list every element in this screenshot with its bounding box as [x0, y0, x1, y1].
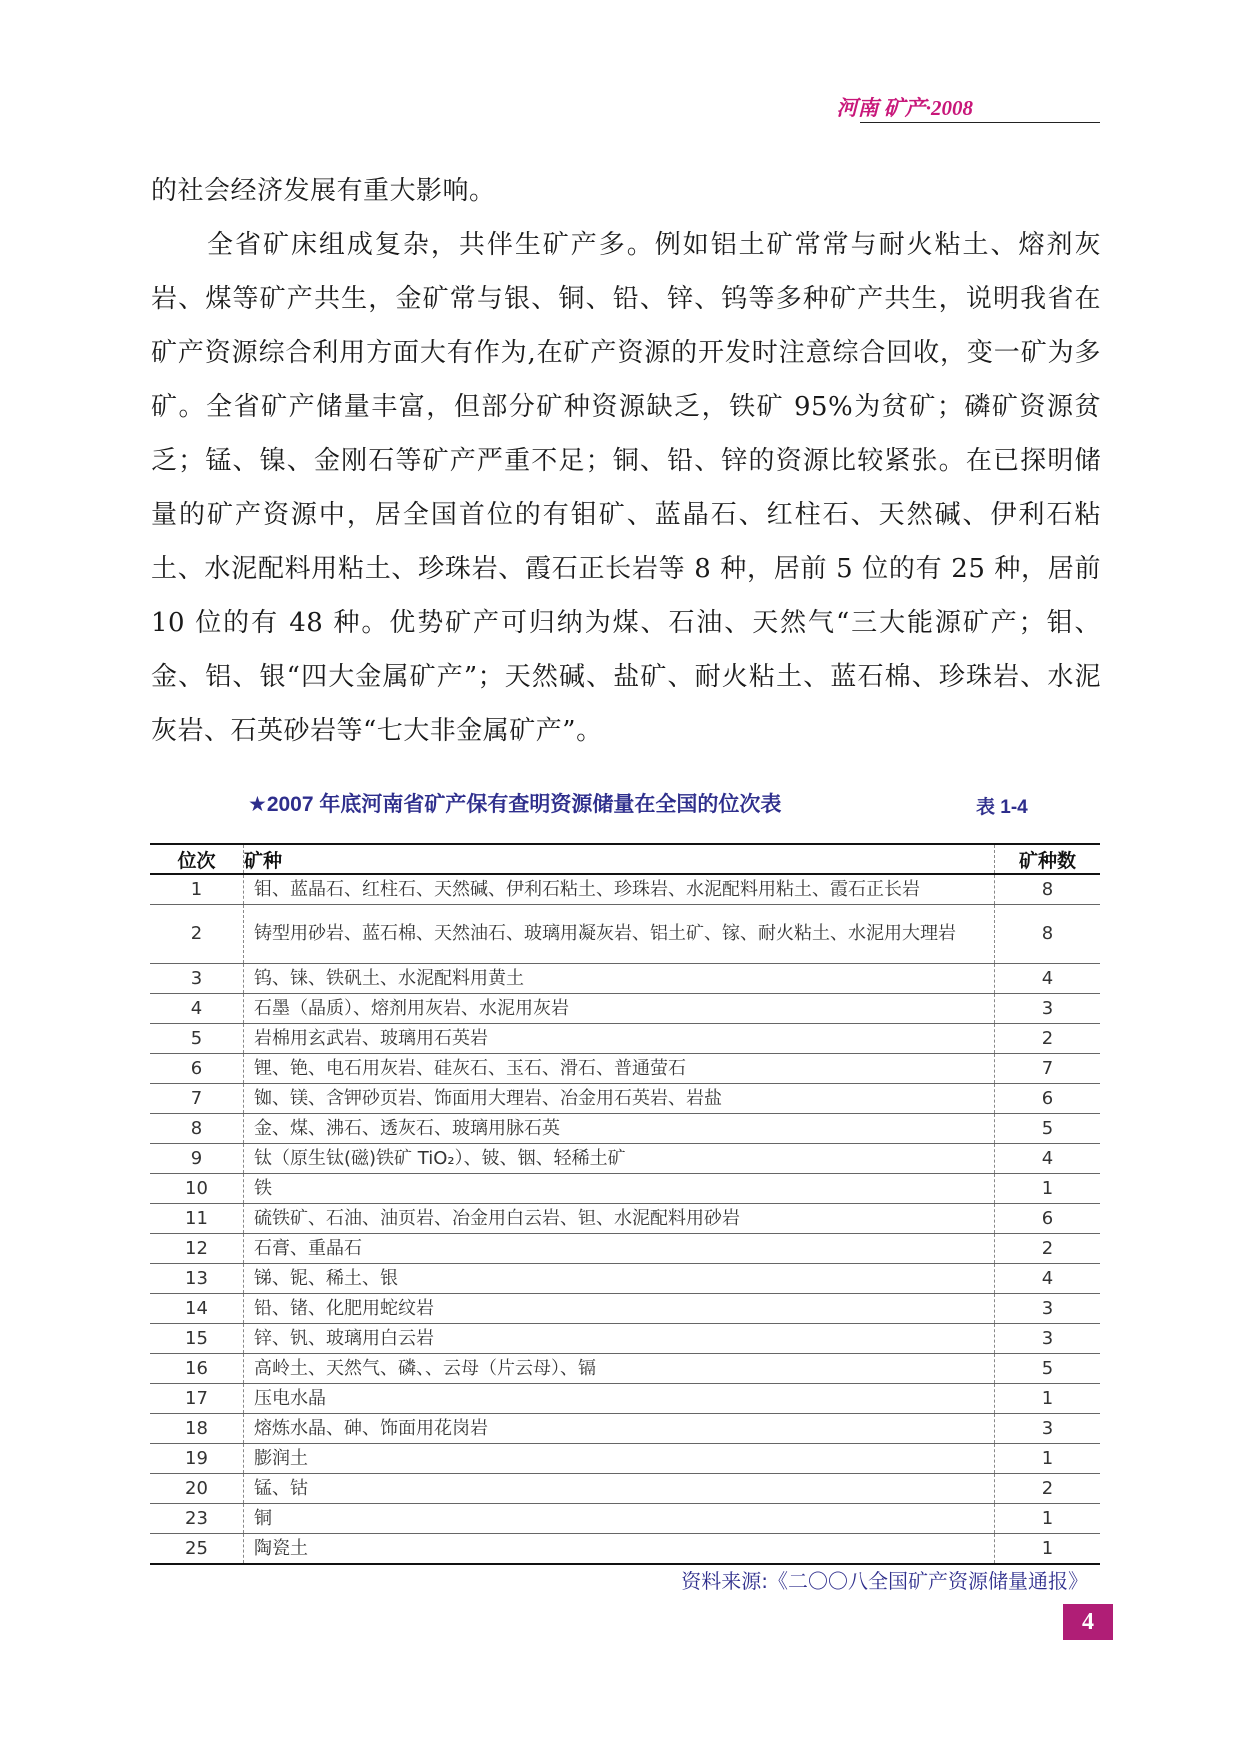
- minerals-cell: 膨润土: [244, 1444, 995, 1474]
- rank-cell: 13: [150, 1264, 244, 1294]
- table-row: [150, 1024, 1100, 1054]
- count-cell: 3: [995, 994, 1101, 1024]
- minerals-cell: 铸型用砂岩、蓝石棉、天然油石、玻璃用凝灰岩、铝土矿、镓、耐火粘土、水泥用大理岩: [244, 905, 995, 964]
- count-cell: 2: [995, 1234, 1101, 1264]
- count-cell: 6: [995, 1084, 1101, 1114]
- rank-cell: 17: [150, 1384, 244, 1414]
- table-row: [150, 1534, 1100, 1565]
- minerals-cell: 铜: [244, 1504, 995, 1534]
- page-number: 4: [1063, 1604, 1113, 1640]
- table-row: [150, 1144, 1100, 1174]
- minerals-cell: 钼、蓝晶石、红柱石、天然碱、伊利石粘土、珍珠岩、水泥配料用粘土、霞石正长岩: [244, 874, 995, 905]
- header-count: 矿种数: [995, 844, 1101, 874]
- rank-cell: 3: [150, 964, 244, 994]
- rank-cell: 1: [150, 874, 244, 905]
- rank-cell: 5: [150, 1024, 244, 1054]
- rank-cell: 20: [150, 1474, 244, 1504]
- count-cell: 1: [995, 1534, 1101, 1565]
- count-cell: 4: [995, 964, 1101, 994]
- table-row: [150, 1444, 1100, 1474]
- table-row: [150, 1174, 1100, 1204]
- table-number: 表 1-4: [976, 797, 1028, 818]
- header-rule: [860, 122, 1100, 123]
- count-cell: 1: [995, 1174, 1101, 1204]
- table-row: [150, 1054, 1100, 1084]
- count-cell: 2: [995, 1024, 1101, 1054]
- count-cell: 4: [995, 1264, 1101, 1294]
- table-row: [150, 1414, 1100, 1444]
- minerals-cell: 锰、钴: [244, 1474, 995, 1504]
- rank-cell: 25: [150, 1534, 244, 1565]
- count-cell: 6: [995, 1204, 1101, 1234]
- minerals-cell: 熔炼水晶、砷、饰面用花岗岩: [244, 1414, 995, 1444]
- rank-cell: 16: [150, 1354, 244, 1384]
- count-cell: 8: [995, 874, 1101, 905]
- minerals-cell: 铷、镁、含钾砂页岩、饰面用大理岩、冶金用石英岩、岩盐: [244, 1084, 995, 1114]
- rank-cell: 2: [150, 905, 244, 964]
- minerals-cell: 锑、铌、稀土、银: [244, 1264, 995, 1294]
- table-row: [150, 1354, 1100, 1384]
- table-row: [150, 964, 1100, 994]
- minerals-cell: 铁: [244, 1174, 995, 1204]
- table-row: [150, 1504, 1100, 1534]
- rank-cell: 12: [150, 1234, 244, 1264]
- minerals-cell: 锌、钒、玻璃用白云岩: [244, 1324, 995, 1354]
- count-cell: 5: [995, 1354, 1101, 1384]
- table-row: [150, 1084, 1100, 1114]
- count-cell: 1: [995, 1504, 1101, 1534]
- minerals-cell: 锂、铯、电石用灰岩、硅灰石、玉石、滑石、普通萤石: [244, 1054, 995, 1084]
- minerals-cell: 岩棉用玄武岩、玻璃用石英岩: [244, 1024, 995, 1054]
- minerals-cell: 钨、铼、铁矾土、水泥配料用黄土: [244, 964, 995, 994]
- rank-cell: 7: [150, 1084, 244, 1114]
- rank-cell: 6: [150, 1054, 244, 1084]
- minerals-cell: 陶瓷土: [244, 1534, 995, 1565]
- table-row: [150, 1234, 1100, 1264]
- minerals-cell: 钛（原生钛(磁)铁矿 TiO₂）、铍、铟、轻稀土矿: [244, 1144, 995, 1174]
- table-row: [150, 1114, 1100, 1144]
- minerals-cell: 石墨（晶质）、熔剂用灰岩、水泥用灰岩: [244, 994, 995, 1024]
- header-minerals: 矿种: [244, 844, 995, 874]
- rank-cell: 11: [150, 1204, 244, 1234]
- count-cell: 1: [995, 1444, 1101, 1474]
- table-row: [150, 1294, 1100, 1324]
- rank-cell: 19: [150, 1444, 244, 1474]
- count-cell: 2: [995, 1474, 1101, 1504]
- paragraph: 的社会经济发展有重大影响。: [151, 176, 496, 206]
- minerals-cell: 硫铁矿、石油、油页岩、冶金用白云岩、钽、水泥配料用砂岩: [244, 1204, 995, 1234]
- table-row: [150, 994, 1100, 1024]
- count-cell: 4: [995, 1144, 1101, 1174]
- count-cell: 5: [995, 1114, 1101, 1144]
- table-row: [150, 874, 1100, 905]
- count-cell: 7: [995, 1054, 1101, 1084]
- table-row: [150, 1384, 1100, 1414]
- header-rank: 位次: [150, 844, 244, 874]
- count-cell: 3: [995, 1414, 1101, 1444]
- rank-cell: 14: [150, 1294, 244, 1324]
- paragraph: 全省矿床组成复杂，共伴生矿产多。例如铝土矿常常与耐火粘土、熔剂灰岩、煤等矿产共生，金矿常与银、铜、铅、锌、钨等多种矿产共生，说明我省在矿产资源综合利用方面大有作为,在矿产资源的开发时注意综合回收，变一矿为多矿。全省矿产储量丰富，但部分矿种资源缺乏，铁矿 95%为贫矿；磷矿资源贫乏；锰、镍、金刚石等矿产严重不足；铜、铅、锌的资源比较紧张。在已探明储量的矿产资源中，居全国首位的有钼矿、蓝晶石、红柱石、天然碱、伊利石粘土、水泥配料用粘土、珍珠岩、霞石正长岩等 8 种，居前 5 位的有 25 种，居前 10 位的有 48 种。优势矿产可归纳为煤、石油、天然气“三大能源矿产；钼、金、铝、银“四大金属矿产”；天然碱、盐矿、耐火粘土、蓝石棉、珍珠岩、水泥灰岩、石英砂岩等“七大非金属矿产”。: [151, 230, 1101, 746]
- rank-cell: 23: [150, 1504, 244, 1534]
- rank-cell: 9: [150, 1144, 244, 1174]
- table-body: [150, 874, 1100, 1564]
- table-row: [150, 1264, 1100, 1294]
- rank-cell: 15: [150, 1324, 244, 1354]
- table-header-row: [150, 844, 1100, 874]
- ranking-table: [150, 843, 1100, 1565]
- table-row: [150, 905, 1100, 964]
- table-row: [150, 1324, 1100, 1354]
- table-title: ★2007 年底河南省矿产保有查明资源储量在全国的位次表: [248, 793, 782, 816]
- rank-cell: 10: [150, 1174, 244, 1204]
- running-header-title: 河南 矿产·2008: [836, 96, 973, 120]
- count-cell: 3: [995, 1324, 1101, 1354]
- minerals-cell: 金、煤、沸石、透灰石、玻璃用脉石英: [244, 1114, 995, 1144]
- minerals-cell: 压电水晶: [244, 1384, 995, 1414]
- body-text: [151, 164, 1101, 758]
- rank-cell: 4: [150, 994, 244, 1024]
- count-cell: 8: [995, 905, 1101, 964]
- minerals-cell: 石膏、重晶石: [244, 1234, 995, 1264]
- rank-cell: 8: [150, 1114, 244, 1144]
- minerals-cell: 高岭土、天然气、磷、、云母（片云母）、镉: [244, 1354, 995, 1384]
- count-cell: 1: [995, 1384, 1101, 1414]
- rank-cell: 18: [150, 1414, 244, 1444]
- data-source-note: 资料来源:《二〇〇八全国矿产资源储量通报》: [681, 1569, 1088, 1593]
- minerals-cell: 铅、锗、化肥用蛇纹岩: [244, 1294, 995, 1324]
- table-row: [150, 1204, 1100, 1234]
- table-row: [150, 1474, 1100, 1504]
- count-cell: 3: [995, 1294, 1101, 1324]
